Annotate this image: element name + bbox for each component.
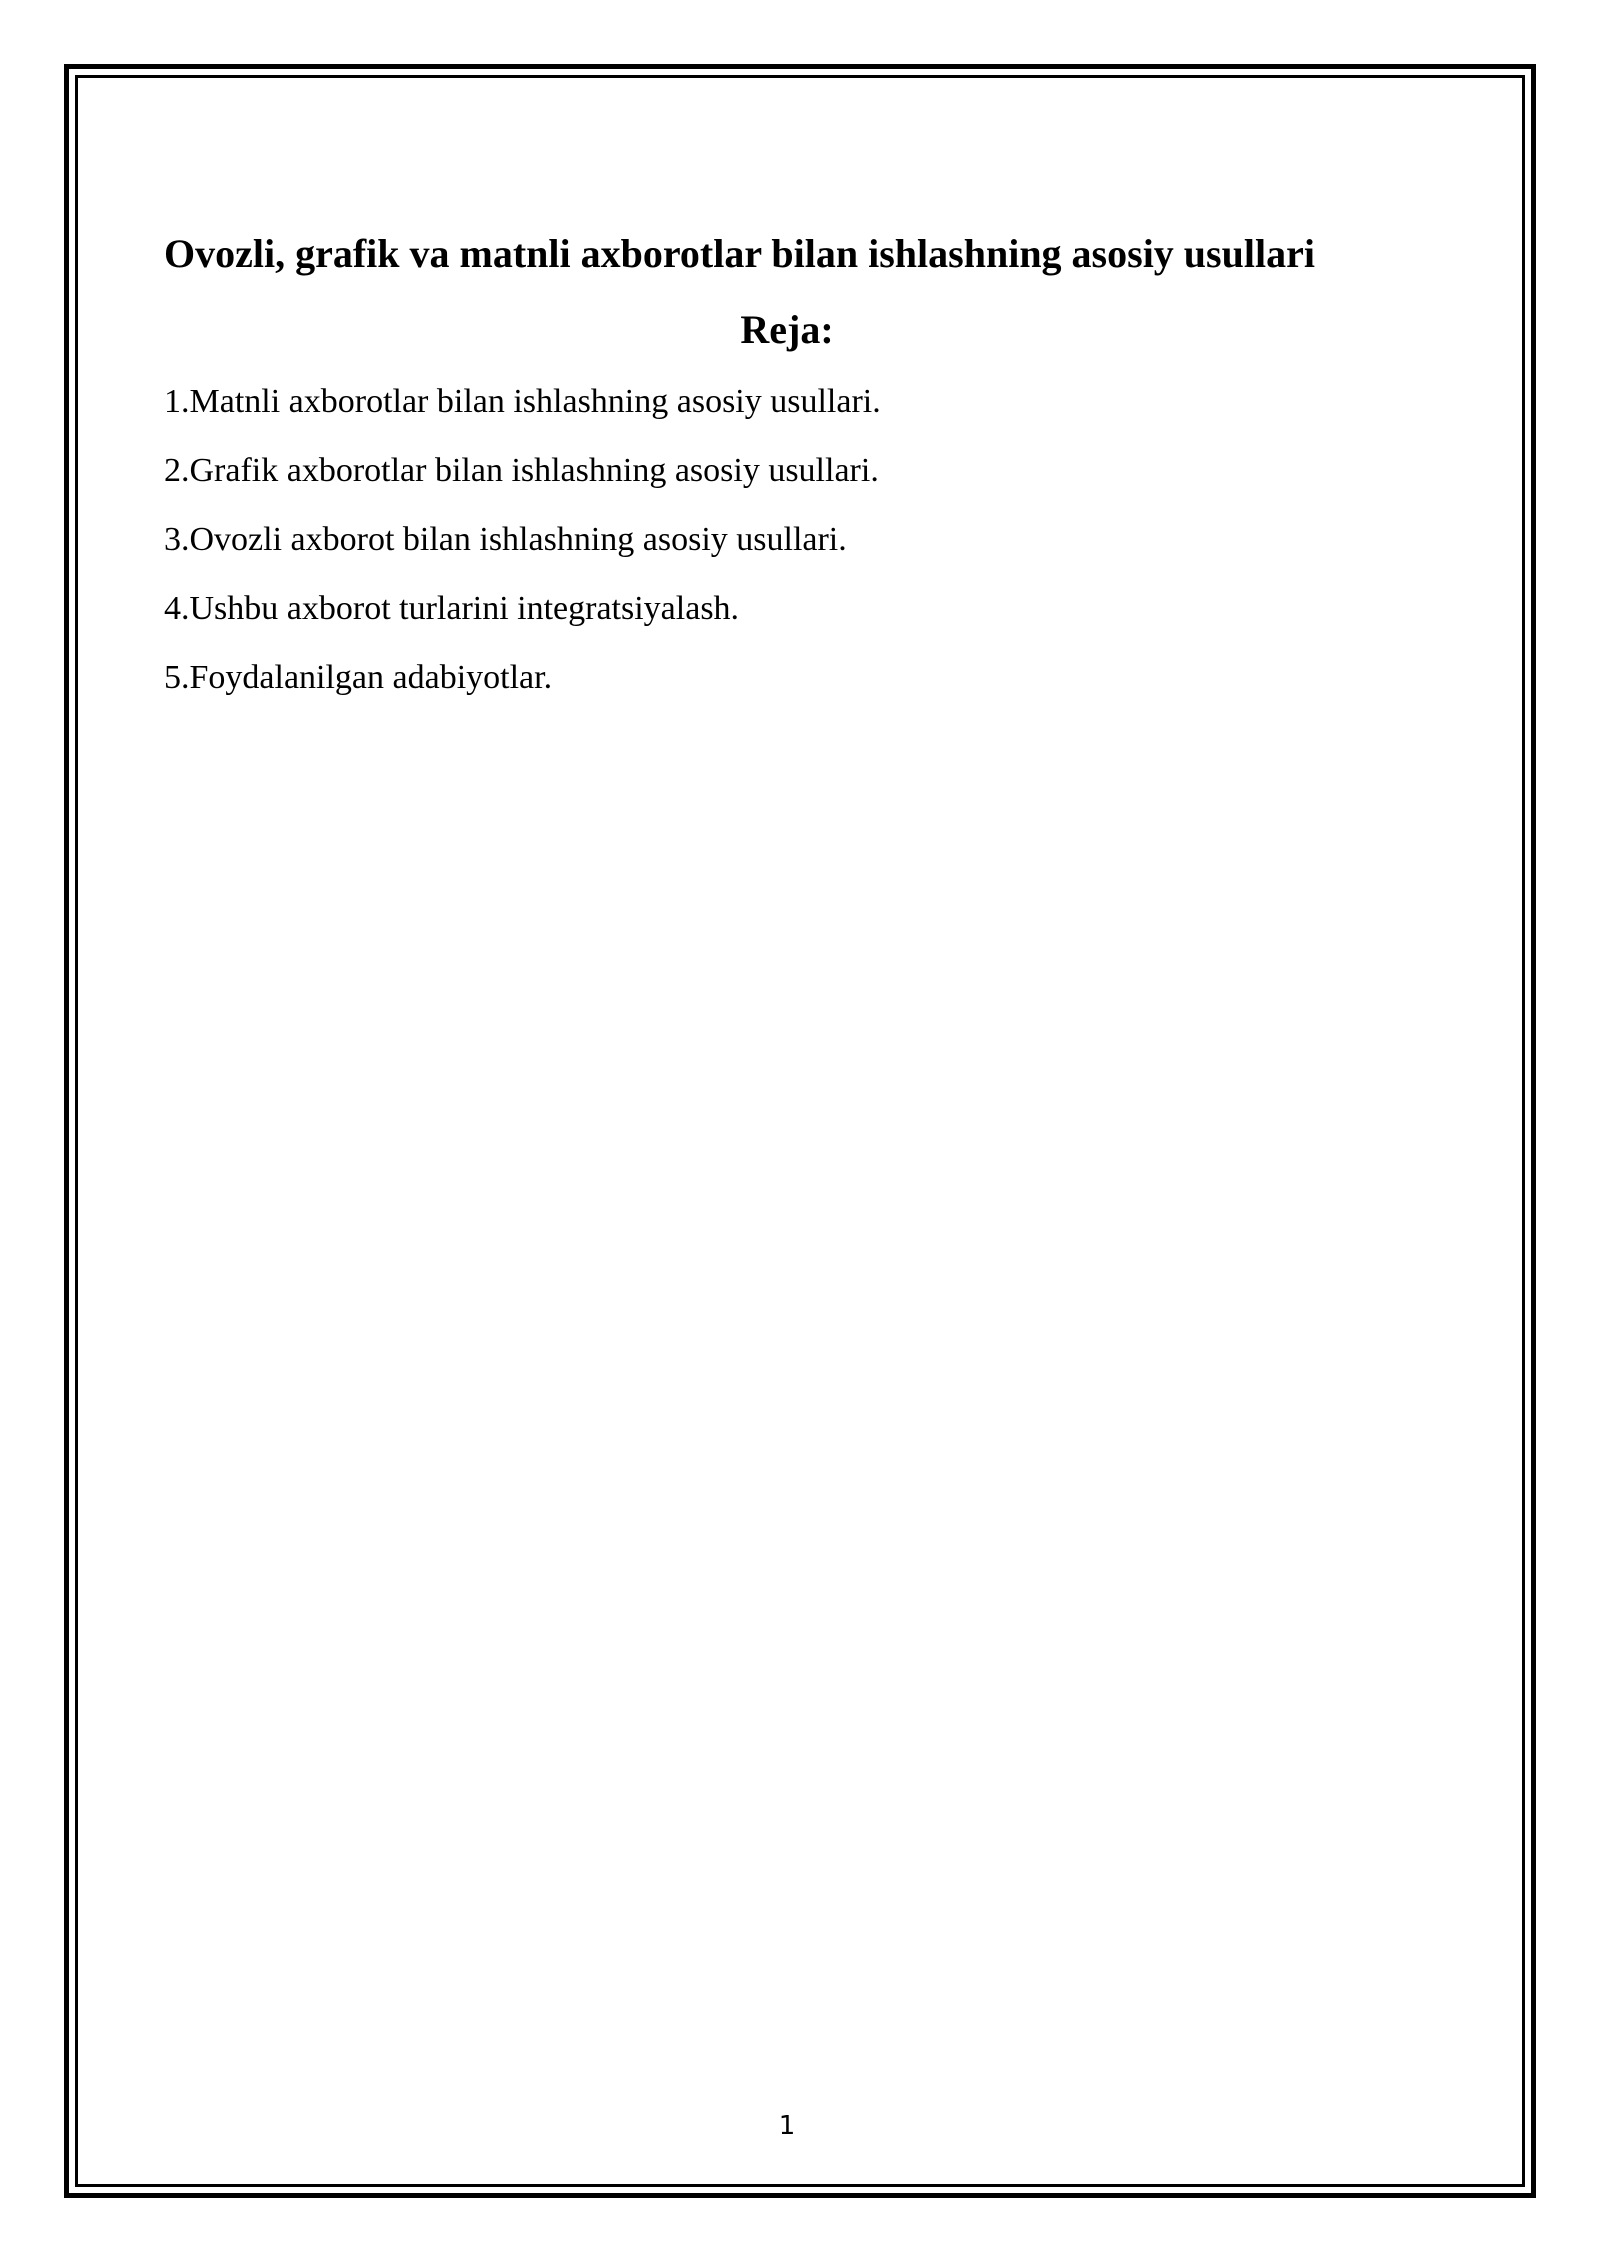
plan-item-1: 1.Matnli axborotlar bilan ishlashning asosiy usullari. [164, 383, 881, 420]
plan-list [164, 376, 1464, 721]
plan-item-5: 5.Foydalanilgan adabiyotlar. [164, 659, 553, 696]
document-title: Ovozli, grafik va matnli axborotlar bilan ishlashning asosiy usullari [164, 231, 1315, 276]
plan-item-4: 4.Ushbu axborot turlarini integratsiyalash. [164, 590, 740, 627]
page-number: 1 [778, 2111, 796, 2141]
plan-item-3: 3.Ovozli axborot bilan ishlashning asosiy usullari. [164, 521, 847, 558]
plan-heading: Reja: [740, 307, 834, 352]
plan-item-2: 2.Grafik axborotlar bilan ishlashning asosiy usullari. [164, 452, 879, 489]
